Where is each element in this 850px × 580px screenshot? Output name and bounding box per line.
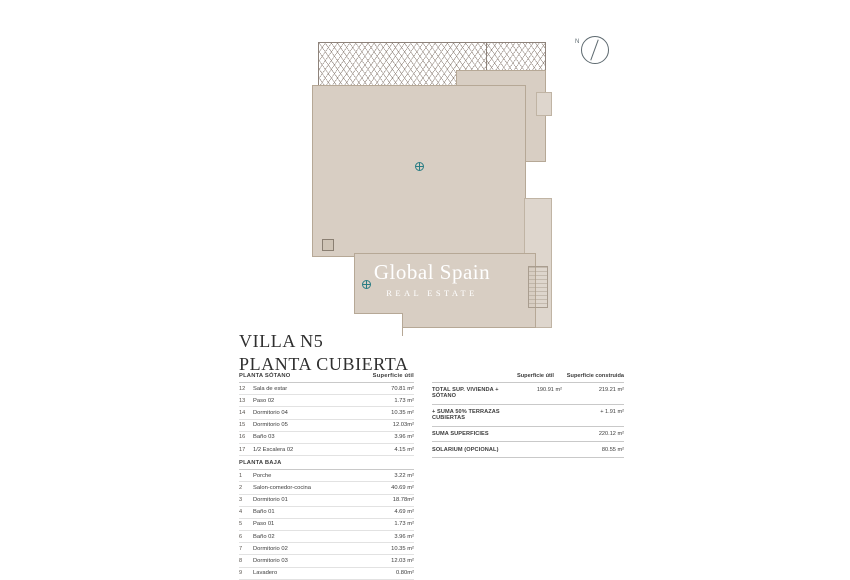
summary-label: TOTAL SUP. VIVIENDA + SÓTANO (432, 387, 499, 400)
room-name: Paso 02 (253, 397, 275, 404)
table-row (239, 507, 414, 519)
room-area: 40.69 m² (391, 484, 414, 491)
table-row (239, 482, 414, 494)
summary-label: SOLARIUM (OPCIONAL) (432, 446, 499, 453)
room-area: 3.22 m² (394, 472, 414, 479)
room-number: 16 (239, 434, 246, 441)
room-name: Porche (253, 472, 272, 479)
summary-row (432, 404, 624, 426)
room-name: Dormitorio 02 (253, 545, 288, 552)
col-superficie-construida: Superficie construida (566, 373, 624, 379)
table-row (239, 420, 414, 432)
room-name: Dormitorio 03 (253, 558, 288, 565)
table-row (239, 444, 414, 456)
stairs-icon (528, 266, 548, 308)
room-number: 12 (239, 385, 246, 392)
table-row (239, 519, 414, 531)
page-title (239, 330, 409, 375)
col-superficie-util: Superficie útil (517, 373, 554, 379)
room-area: 10.35 m² (391, 409, 414, 416)
area-column-label: Superficie útil (372, 373, 414, 379)
room-area: 1.73 m² (394, 397, 414, 404)
room-schedule-header (239, 373, 414, 383)
summary-construida-value: 220.12 m² (598, 430, 624, 437)
room-name: Baño 03 (253, 434, 275, 441)
title-villa: VILLA N5 (239, 331, 324, 351)
room-number: 8 (239, 558, 243, 565)
room-name: 1/2 Escalera 02 (253, 446, 294, 453)
table-row (239, 383, 414, 395)
summary-construida-value: 80.55 m² (601, 446, 624, 453)
room-area: 3.96 m² (394, 533, 414, 540)
table-row (239, 543, 414, 555)
room-name: Lavadero (253, 570, 278, 577)
room-number: 2 (239, 484, 243, 491)
area-summary-table (432, 373, 624, 458)
roof-drain-icon (415, 162, 424, 171)
summary-row (432, 382, 624, 404)
watermark (352, 262, 512, 298)
summary-construida-value: + 1.91 m² (600, 409, 624, 416)
table-row (239, 470, 414, 482)
room-number: 5 (239, 521, 243, 528)
compass-icon (575, 36, 609, 70)
table-row (239, 407, 414, 419)
room-area: 0.80m² (395, 570, 414, 577)
room-schedule-table (239, 373, 414, 580)
room-name: Baño 02 (253, 533, 275, 540)
room-area: 4.15 m² (394, 446, 414, 453)
room-name: Paso 01 (253, 521, 275, 528)
summary-util-value: 190.91 m² (536, 387, 562, 394)
room-number: 4 (239, 509, 243, 516)
basement-section-label: PLANTA SÓTANO (239, 373, 291, 379)
room-area: 70.81 m² (391, 385, 414, 392)
summary-label: + SUMA 50% TERRAZAS CUBIERTAS (432, 409, 500, 422)
room-number: 13 (239, 397, 246, 404)
summary-label: SUMA SUPERFICIES (432, 430, 489, 437)
room-number: 9 (239, 570, 243, 577)
watermark-main-text: Global Spain (373, 260, 491, 284)
roof-hatch-box-icon (322, 239, 334, 251)
summary-rows (432, 382, 624, 458)
table-row (239, 531, 414, 543)
roof-section-tab (536, 92, 552, 116)
room-name: Dormitorio 01 (253, 497, 288, 504)
room-number: 1 (239, 472, 243, 479)
room-name: Sala de estar (253, 385, 288, 392)
room-name: Salon-comedor-cocina (253, 484, 311, 491)
room-area: 1.73 m² (394, 521, 414, 528)
room-number: 14 (239, 409, 246, 416)
watermark-sub-text: REAL ESTATE (386, 288, 478, 298)
room-area: 12.03 m² (391, 558, 414, 565)
room-name: Dormitorio 05 (253, 422, 288, 429)
table-row (239, 395, 414, 407)
table-row (239, 432, 414, 444)
room-name: Baño 01 (253, 509, 275, 516)
room-area: 10.35 m² (391, 545, 414, 552)
room-area: 4.69 m² (394, 509, 414, 516)
room-number: 3 (239, 497, 243, 504)
room-area: 12.03m² (392, 422, 414, 429)
compass-north-label: N (575, 39, 580, 45)
table-row (239, 555, 414, 567)
table-row (239, 568, 414, 580)
area-summary-header (432, 373, 624, 382)
basement-rows (239, 383, 414, 456)
ground-section-label: PLANTA BAJA (239, 456, 414, 470)
table-row (239, 495, 414, 507)
room-number: 15 (239, 422, 246, 429)
summary-row (432, 441, 624, 458)
summary-construida-value: 219.21 m² (598, 387, 624, 394)
ground-rows (239, 470, 414, 580)
room-name: Dormitorio 04 (253, 409, 288, 416)
room-area: 18.78m² (392, 497, 414, 504)
title-plan: PLANTA CUBIERTA (239, 353, 409, 374)
room-area: 3.96 m² (394, 434, 414, 441)
roof-section-main (312, 85, 526, 257)
room-number: 17 (239, 446, 246, 453)
summary-row (432, 426, 624, 442)
room-number: 7 (239, 545, 243, 552)
room-number: 6 (239, 533, 243, 540)
